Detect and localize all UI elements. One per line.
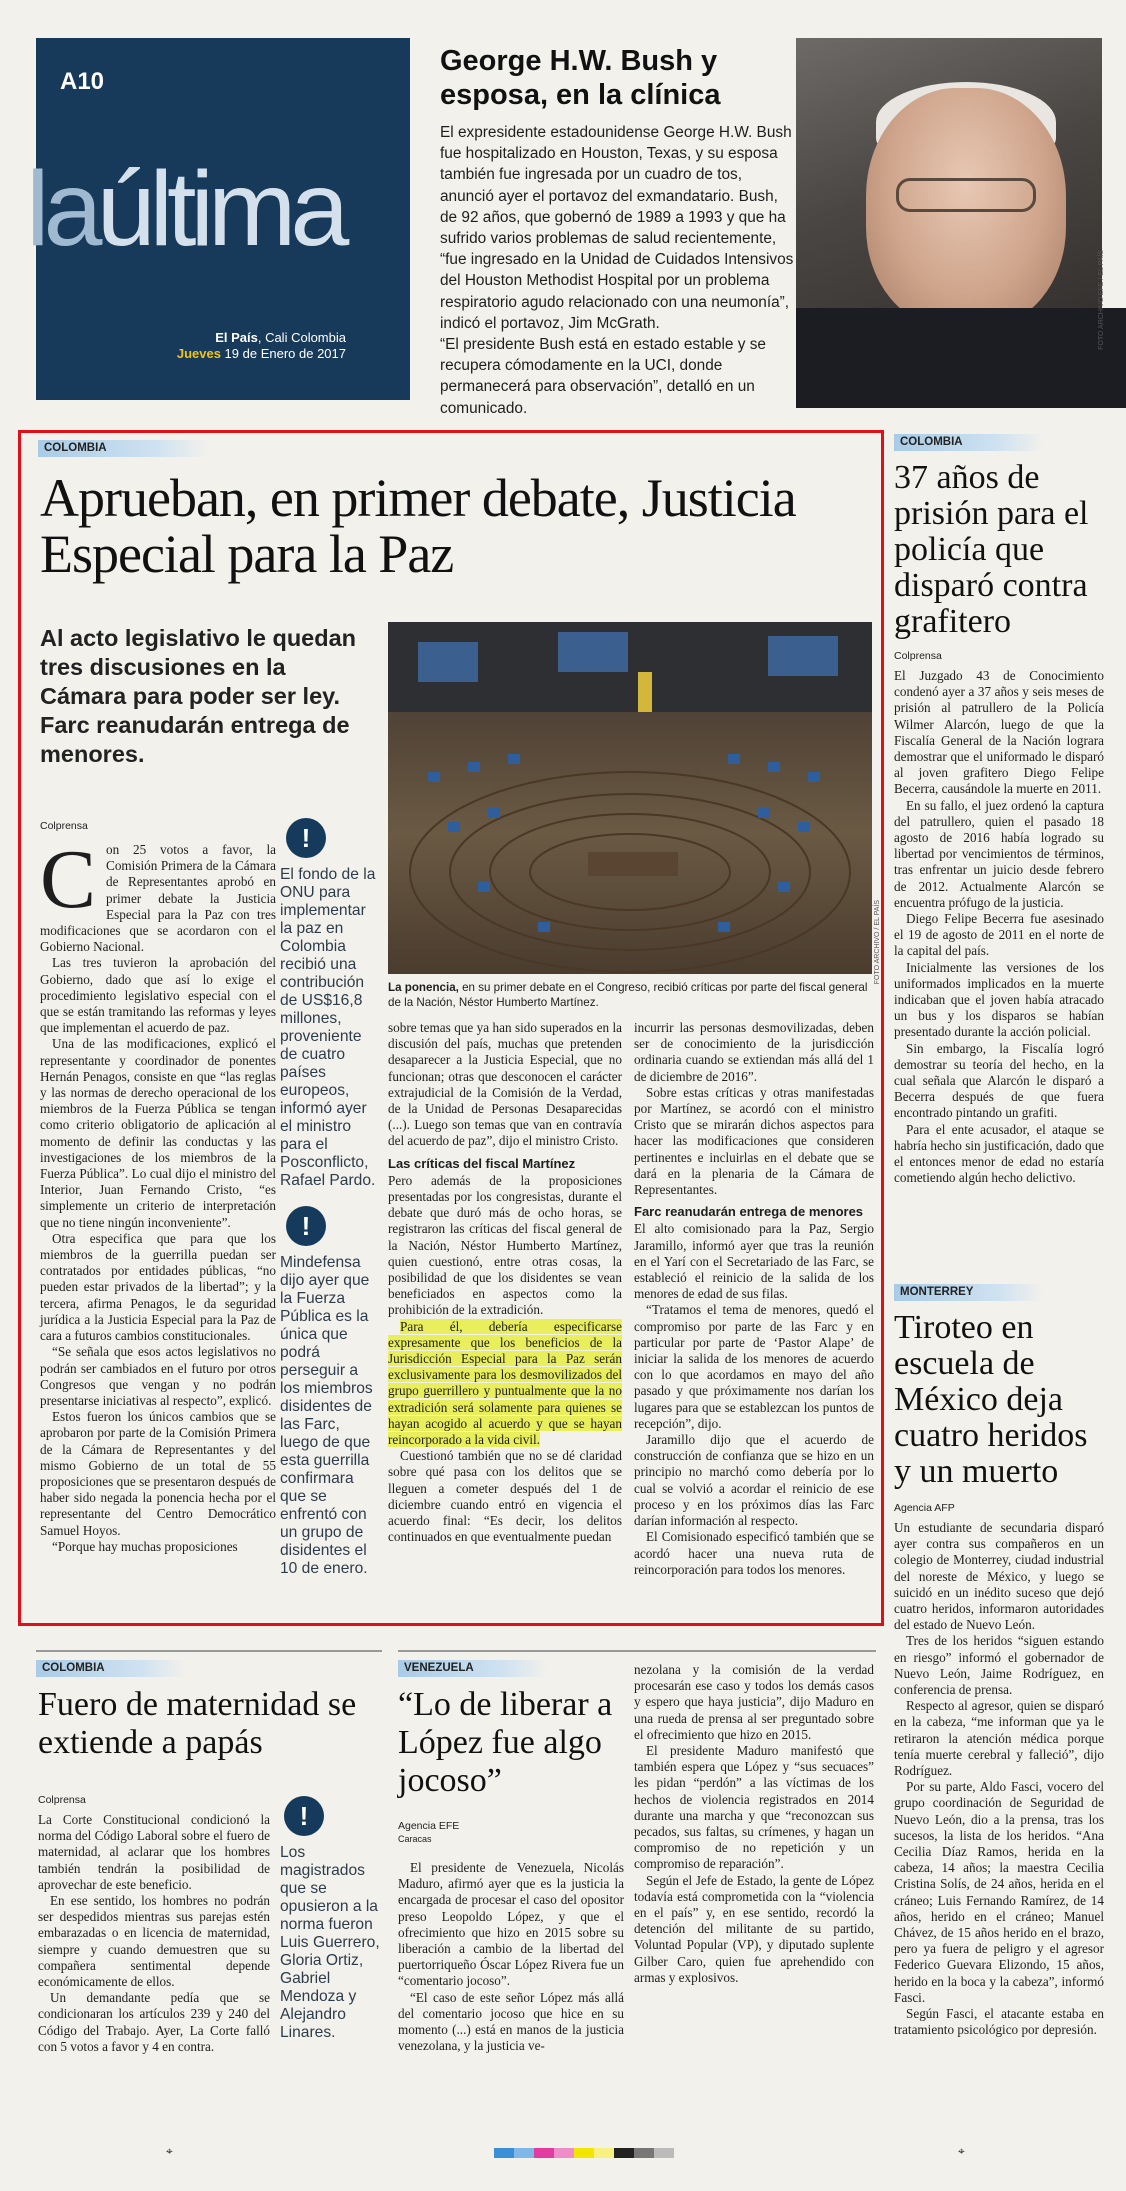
main-column-2: sobre temas que ya han sido superados en la discusión del país, muchas que pretenden desaparecer a la Justicia Especial, que no funcionan; otras que desconocen el carácter extrajudicial de la Comisión de la Verdad, de la Unidad de Personas Desaparecidas (...). Luego son temas que van en contravía del acuerdo de paz”, dijo el ministro Cristo. Las críticas del fiscal Martínez Pero además de la proposiciones presentadas por los congresistas, durante el debate que duró más de ocho horas, se registraron las críticas del fiscal general de la Nación, Néstor Humberto Martínez, quien cuestionó, entre otras cosas, la posibilidad de que los disidentes se vean beneficiados en aspectos como la prohibición de la extradición. Para él, debería especificarse expresamente que los beneficios de la Jurisdicción Especial para la Paz serán exclusivamente para los desmovilizados del grupo guerrillero y puntualmente que la no extradición será solamente para quienes se hayan acogido al acuerdo y que se hayan reincorporado a la vida civil. Cuestionó también que no se dé claridad sobre qué pasa con los delitos que se lleguen a cometer después del 1 de diciembre cuando entró en vigencia el acuerdo final: “Es decir, los delitos continuados en que eventualmente puedan	[388, 1020, 622, 1545]
main-section-tag: COLOMBIA	[38, 440, 208, 457]
venezuela-byline: Agencia EFE	[398, 1820, 460, 1832]
mexico-section-tag: MONTERREY	[894, 1284, 1044, 1301]
congress-photo-credit: FOTO ARCHIVO / EL PAÍS	[874, 900, 881, 985]
police-byline: Colprensa	[894, 650, 942, 662]
bush-photo	[796, 38, 1102, 400]
maternity-article-body: La Corte Constitucional condicionó la norma del Código Laboral sobre el fuero de maternidad, al aclarar que los hombres también tendrán la posibilidad de aprovechar de este beneficio. En ese sentido, los hombres no podrán ser despedidos mientras sus parejas estén embarazadas o en licencia de maternidad, siempre y cuando demuestren que su compañera sentimental depende económicamente de ellos. Un demandante pedía que se condicionaran los artículos 239 y 240 del Código del Trabajo. Ayer, La Corte falló con 5 votos a favor y 4 en contra.	[38, 1812, 270, 2054]
registration-mark-left: ⌖	[166, 2144, 173, 2158]
color-registration-bar	[494, 2148, 674, 2158]
highlighted-passage: Para él, debería especificarse expresamente que los beneficios de la Jurisdicción Especial para la Paz serán exclusivamente para los desmovilizados del grupo guerrillero y puntualmente que la no extradición será solamente para quienes se hayan acogido al acuerdo y que se hayan reincorporado a la vida civil.	[388, 1318, 622, 1448]
maternity-headline: Fuero de maternidad se extiende a papás	[38, 1686, 357, 1761]
note-un-fund: El fondo de la ONU para implementar la paz en Colombia recibió una contribución de US$16,8 millones, proveniente de cuatro países europeos, informó ayer el ministro para el Posconflicto, Rafael Pardo.	[280, 866, 376, 1189]
mexico-headline: Tiroteo en escuela de México deja cuatro heridos y un muerto	[894, 1309, 1088, 1490]
congress-photo-caption: La ponencia, en su primer debate en el Congreso, recibió críticas por parte del fiscal general de la Nación, Néstor Humberto Martínez.	[388, 981, 868, 1009]
main-sidebar-notes	[280, 818, 380, 1578]
congress-photo	[388, 622, 872, 974]
bush-paragraph: El expresidente estadounidense George H.W. Bush fue hospitalizado en Houston, Texas, y su esposa también fue ingresada por un cuadro de tos, anunció ayer el portavoz del exmandatario. Bush, de 92 años, que gobernó de 1989 a 1993 y que ha sufrido varios problemas de salud recientemente, “fue ingresado en la Unidad de Cuidados Intensivos del Houston Methodist Hospital por un problema respiratorio agudo relacionado con una neumonía”, indicó el portavoz, Jim McGrath.	[440, 124, 794, 332]
divider	[36, 1650, 382, 1652]
maternity-section-tag: COLOMBIA	[36, 1660, 186, 1677]
exclamation-icon: !	[286, 818, 326, 858]
bush-paragraph: “El presidente Bush está en estado estable y se recupera cómodamente en la UCI, donde permanecerá para observación”, detalló en un comunicado.	[440, 336, 766, 417]
police-headline: 37 años de prisión para el policía que disparó contra grafitero	[894, 459, 1089, 640]
main-headline: Aprueban, en primer debate, Justicia Especial para la Paz	[40, 468, 796, 584]
venezuela-section-tag: VENEZUELA	[398, 1660, 548, 1677]
maternity-byline: Colprensa	[38, 1794, 86, 1806]
registration-mark-right: ⌖	[958, 2144, 965, 2158]
exclamation-icon: !	[286, 1206, 326, 1246]
police-article-body: El Juzgado 43 de Conocimiento condenó ayer a 37 años y seis meses de prisión al patrullero de la Policía Wilmer Alarcón, luego de que la Fiscalía General de la Nación lograra demostrar que el uniformado le disparó al joven grafitero Diego Felipe Becerra, causándole la muerte en 2011. En su fallo, el juez ordenó la captura del patrullero, quien el pasado 18 agosto de 2016 había logrado su libertad por vencimientos de términos, tras enfrentar un juicio desde febrero de 2012. Actualmente Alarcón se encuentra prófugo de la justicia. Diego Felipe Becerra fue asesinado el 19 de agosto de 2011 en el norte de la capital del país. Inicialmente las versiones de los uniformados implicados en la muerte indicaban que el joven había atracado un bus y los disparos se habían presentado durante la acción policial. Sin embargo, la Fiscalía logró demostrar su teoría del hecho, en la cual señala que Alarcón le disparó a Becerra después de que fuera encontrado pintando un grafiti. Para el ente acusador, el ataque se habría hecho sin justificación, dado que el entonces menor de edad no estaría cometiendo algún hecho delictivo.	[894, 668, 1104, 1186]
exclamation-icon: !	[284, 1796, 324, 1836]
mexico-article-body: Un estudiante de secundaria disparó ayer contra sus compañeros en un colegio de Monterrey, ciudad industrial del noreste de México, y luego se suicidó en un inédito suceso que dejó cuatro heridos, informaron autoridades del estado de Nuevo León. Tres de los heridos “siguen estando en riesgo” informó el gobernador de Nuevo León, Jaime Rodríguez, en conferencia de prensa. Respecto al agresor, quien se disparó en la cabeza, “me informan que ya le retiraron la atención médica porque tenía muerte cerebral y falleció”, dijo Rodríguez. Por su parte, Aldo Fasci, vocero del grupo coordinación de Seguridad de Nuevo León, dio a la prensa, tras los sucesos, la lista de los heridos. “Ana Cecilia Díaz Ramos, herida en la cabeza, 14 años; la maestra Cecilia Cristina Solís, de 24 años, herida en el cráneo; Luis Fernando Ramírez, de 14 años, herido en el cráneo; Manuel Chávez, de 15 años herido en el brazo, pero ya fuera de peligro y el agresor Federico Guevara Elizondo, 15 años, herido en la boca y la cabeza”, informó Fasci. Según Fasci, el atacante estaba en tratamiento psicológico por depresión.	[894, 1520, 1104, 2038]
maternity-note: ! Los magistrados que se opusieron a la norma fueron Luis Guerrero, Gloria Ortiz, Gabriel Mendoza y Alejandro Linares.	[280, 1796, 384, 2042]
venezuela-place: Caracas	[398, 1834, 432, 1844]
subhead-fiscal: Las críticas del fiscal Martínez	[388, 1155, 576, 1171]
page-number: A10	[60, 68, 105, 95]
venezuela-column-1: El presidente de Venezuela, Nicolás Maduro, afirmó ayer que es la justicia la encargada de procesar el caso del opositor preso Leopoldo López, y que el ofrecimiento que hizo en 2015 sobre su liberación a cambio de la libertad del puertorriqueño Óscar López Rivera fue un “comentario jocoso”. “El caso de este señor López más allá del comentario jocoso que hice en su momento (...) está en manos de la justicia venezolana, y la justicia ve-	[398, 1860, 624, 2054]
main-deck: Al acto legislativo le quedan tres discusiones en la Cámara para poder ser ley. Farc reanudarán entrega de menores.	[40, 625, 357, 767]
bush-headline: George H.W. Bush y esposa, en la clínica	[440, 45, 721, 111]
divider	[398, 1650, 876, 1652]
venezuela-headline: “Lo de liberar a López fue algo jocoso”	[398, 1686, 613, 1799]
masthead	[26, 38, 410, 400]
bush-article-body	[440, 122, 794, 419]
congress-chamber-illustration	[388, 622, 872, 974]
main-column-3: incurrir las personas desmovilizadas, deben ser de conocimiento de la jurisdicción ordinaria cuando se extiendan más allá del 1 de diciembre de 2016”. Sobre estas críticas y otras manifestadas por Martínez, se acordó con el ministro Cristo que se mirarán dichos aspectos para hacer las modificaciones que consideren pertinentes e incluirlas en el debate que se dará en la plenaria de la Cámara de Representantes. Farc reanudarán entrega de menores El alto comisionado para la Paz, Sergio Jaramillo, informó ayer que tras la reunión en el Yarí con el Secretariado de las Farc, se estableció el reinicio de la salida de los menores de edad de sus filas. “Tratamos el tema de menores, quedó el compromiso por parte de las Farc y en particular por parte de ‘Pastor Alape’ de iniciar la salida de los menores de acuerdo con lo que acordamos en mayo del año pasado y que próximamente nos darían los lugares para que se establezcan los puntos de recepción”, dijo. Jaramillo dijo que el acuerdo de construcción de confianza que se hizo en un principio no marchó como debería por lo cual se volvió a acordar el reinicio de ese proceso y en los próximos días las Farc darían información al respecto. El Comisionado especificó también que se acordó hacer una nueva ruta de reincorporación para todos los menores.	[634, 1020, 874, 1577]
subhead-farc: Farc reanudarán entrega de menores	[634, 1204, 864, 1220]
section-logo: laúltima	[26, 150, 344, 268]
main-column-1: C on 25 votos a favor, la Comisión Primera de la Cámara de Representantes aprobó en primer debate la Justicia Especial para la Paz con tres modificaciones que se acordaron con el Gobierno Nacional. Las tres tuvieron la aprobación del Gobierno, dado que así lo exige el procedimiento legislativo especial con el que se están tramitando las reformas y leyes que implementan el acuerdo de paz. Una de las modificaciones, explicó el representante y coordinador de ponentes Hernán Penagos, consiste en que “las reglas y las normas de derecho operacional de los miembros de la Fuerza Pública se tengan como criterio obligatorio de aplicación al momento de definir las conductas y las investigaciones de los miembros de la Fuerza Pública”. Lo cual dijo el ministro del Interior, Juan Fernando Cristo, “es simplemente un criterio de interpretación que no tiene ningún inconveniente”. Otra especifica que para que los miembros de la guerrilla puedan ser contratados por entidades públicas, “no pueden estar privados de la libertad”; y la tercera, afirma Penagos, le da seguridad jurídica a la Justicia Especial para la Paz de cara a futuros cambios constitucionales. “Se señala que esos actos legislativos no podrán ser cambiados en el futuro por otros Congresos que vengan y no podrán presentarse iniciativas al respecto”, explicó. Estos fueron los únicos cambios que se aprobaron por parte de la Comisión Primera de la Cámara de Representantes y del mismo Gobierno de un total de 55 proposiciones que se presentaron después de haber sido negada la ponencia hecha por el representante del Centro Democrático Samuel Hoyos. “Porque hay muchas proposiciones	[40, 833, 276, 1554]
dateline: El País, Cali Colombia Jueves 19 de Enero de 2017	[176, 330, 346, 362]
mexico-byline: Agencia AFP	[894, 1502, 955, 1514]
police-section-tag: COLOMBIA	[894, 434, 1044, 451]
venezuela-column-2: nezolana y la comisión de la verdad procesarán ese caso y todos los demás casos y espero que haya justicia”, dijo Maduro en una rueda de prensa al ser preguntado sobre el ofrecimiento que hizo en 2015. El presidente Maduro manifestó que también espera que López y “sus secuaces” les pidan “perdón” a las víctimas de los hechos de violencia registrados en 2014 durante una marcha y que “reconozcan sus pecados, sus faltas, su crímenes, y hagan un compromiso de no repetición y un compromiso de reparación”. Según el Jefe de Estado, la gente de López todavía está comprometida con la “violencia en el país” y, en ese sentido, recordó la detención del militante de su partido, Voluntad Popular (VP), y diputado suplente Gilber Caro, quien fue aprehendido con armas y explosivos.	[634, 1662, 874, 1985]
main-byline: Colprensa	[40, 820, 88, 832]
dropcap: C	[40, 833, 97, 926]
note-mindefensa: Mindefensa dijo ayer que la Fuerza Pública es la única que podrá perseguir a los miembros disidentes de las Farc, luego de que esta guerrilla confirmara que se enfrentó con un grupo de disidentes el 10 de enero.	[280, 1254, 373, 1577]
bush-photo-credit: FOTO ARCHIVO EFE / EL PAÍS	[1098, 250, 1105, 350]
